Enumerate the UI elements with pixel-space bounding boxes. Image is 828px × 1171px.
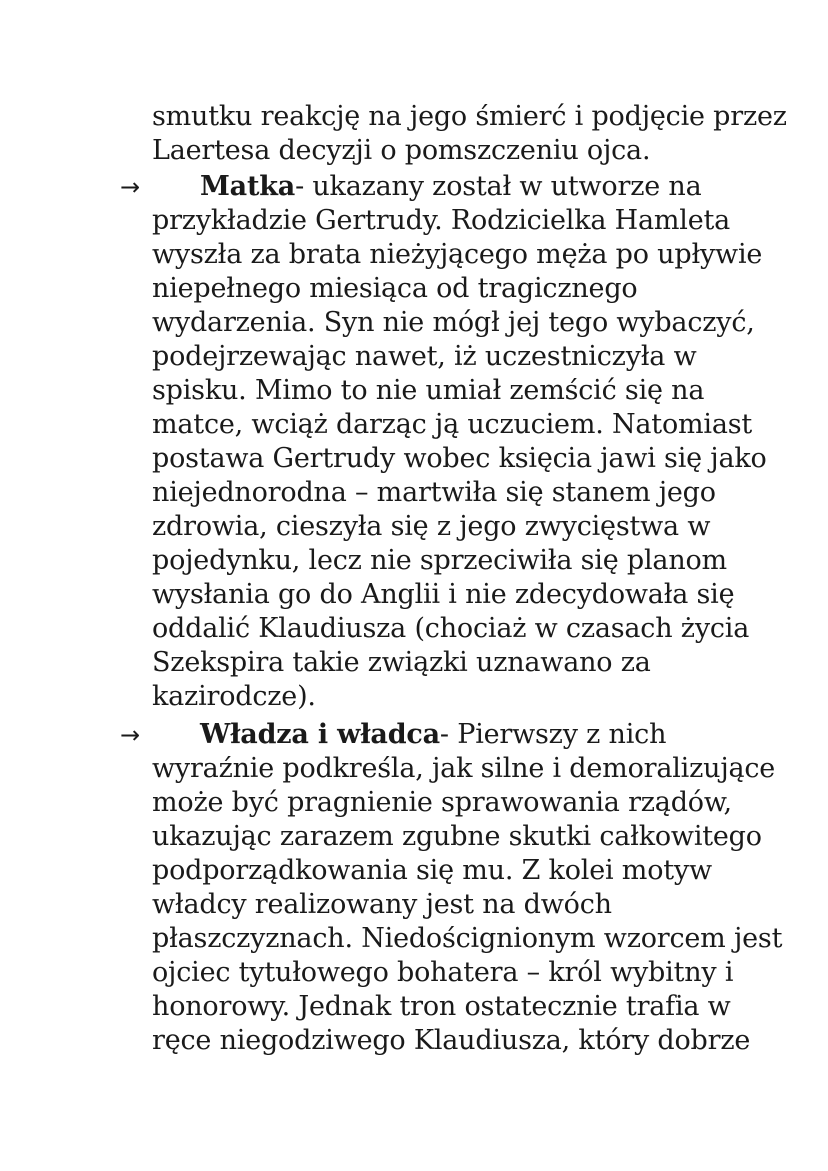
text-line: wydarzenia. Syn nie mógł jej tego wybaczyć,: [152, 307, 755, 338]
text-line: postawa Gertrudy wobec księcia jawi się jako: [152, 443, 767, 474]
text-line: oddalić Klaudiusza (chociaż w czasach życia: [152, 613, 750, 644]
term-description: - Pierwszy z nich: [439, 719, 667, 750]
text-line: władcy realizowany jest na dwóch: [152, 889, 612, 920]
text-line: przykładzie Gertrudy. Rodzicielka Hamleta: [152, 205, 731, 236]
text-line: ojciec tytułowego bohatera – król wybitny i: [152, 957, 734, 988]
text-line: smutku reakcję na jego śmierć i podjęcie przez: [152, 101, 787, 132]
text-line: niejednorodna – martwiła się stanem jego: [152, 477, 716, 508]
term-heading: Matka: [200, 171, 296, 202]
arrow-bullet-icon: →: [120, 173, 141, 201]
text-line: Szekspira takie związki uznawano za: [152, 647, 651, 678]
text-line: wyszła za brata nieżyjącego męża po upływie: [152, 239, 763, 270]
arrow-bullet-icon: →: [120, 721, 141, 749]
text-line: Laertesa decyzji o pomszczeniu ojca.: [152, 135, 651, 166]
text-line: podporządkowania się mu. Z kolei motyw: [152, 855, 712, 886]
text-line: kazirodcze).: [152, 681, 316, 712]
text-line: spisku. Mimo to nie umiał zemścić się na: [152, 375, 705, 406]
list-item-first-line: [200, 170, 701, 204]
text-line: płaszczyznach. Niedoścignionym wzorcem jest: [152, 923, 783, 954]
list-item-first-line: [200, 718, 666, 752]
text-line: podejrzewając nawet, iż uczestniczyła w: [152, 341, 697, 372]
text-line: niepełnego miesiąca od tragicznego: [152, 273, 638, 304]
text-line: matce, wciąż darząc ją uczuciem. Natomiast: [152, 409, 753, 440]
text-line: honorowy. Jednak tron ostatecznie trafia w: [152, 991, 731, 1022]
text-line: może być pragnienie sprawowania rządów,: [152, 787, 732, 818]
text-line: ukazując zarazem zgubne skutki całkowitego: [152, 821, 762, 852]
text-line: ręce niegodziwego Klaudiusza, który dobrze: [152, 1025, 751, 1056]
text-line: wyraźnie podkreśla, jak silne i demoralizujące: [152, 753, 776, 784]
text-line: pojedynku, lecz nie sprzeciwiła się planom: [152, 545, 727, 576]
term-heading: Władza i władca: [200, 719, 440, 750]
term-description: - ukazany został w utworze na: [295, 171, 702, 202]
text-line: wysłania go do Anglii i nie zdecydowała się: [152, 579, 735, 610]
text-line: zdrowia, cieszyła się z jego zwycięstwa w: [152, 511, 711, 542]
